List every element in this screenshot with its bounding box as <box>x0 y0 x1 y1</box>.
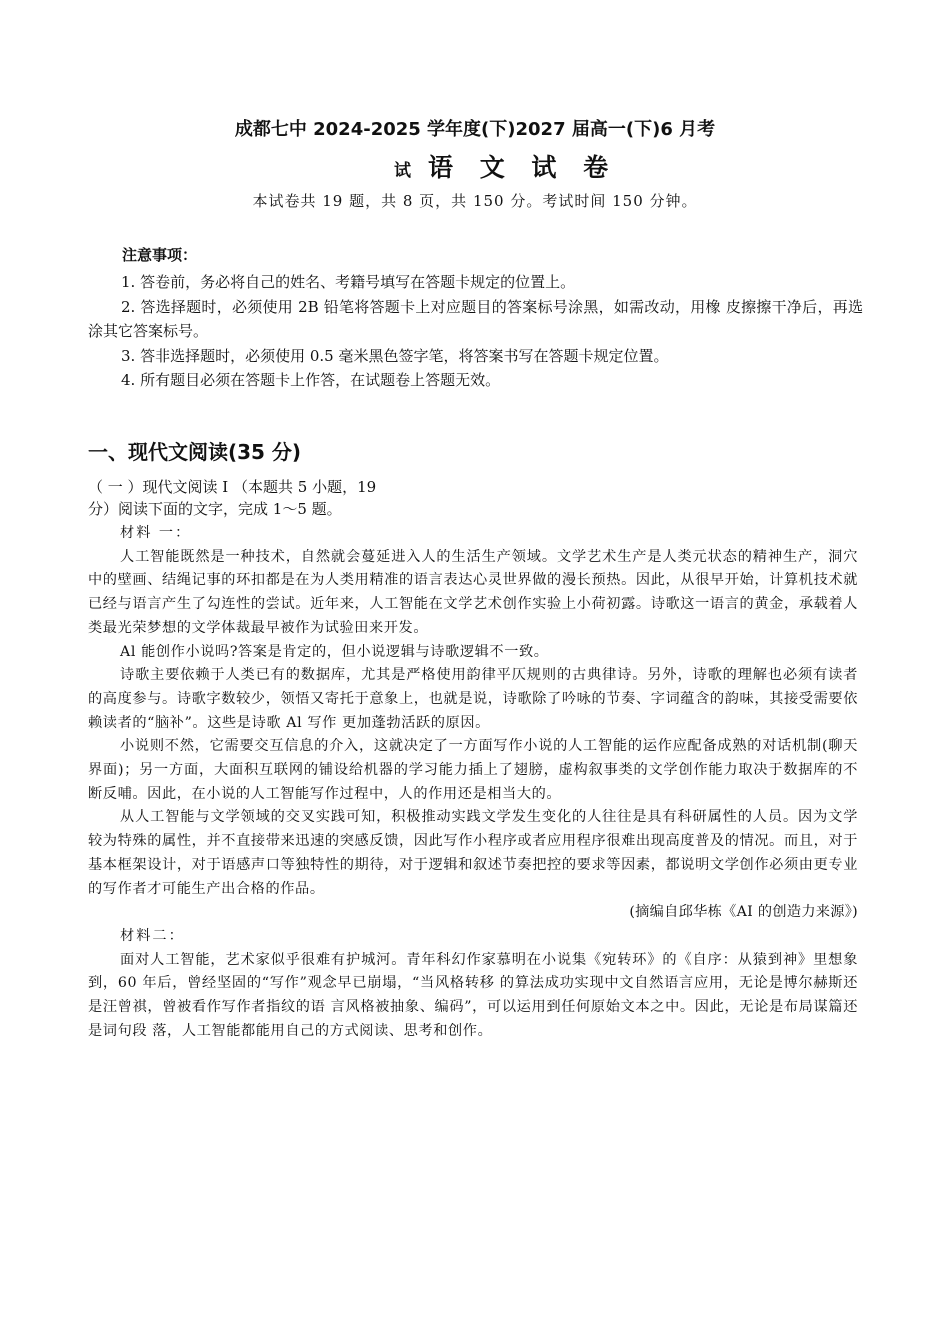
subsection-line: （ 一 ）现代文阅读 I （本题共 5 小题，19 <box>88 478 377 496</box>
passage-source: (摘编自邱华栋《AI 的创造力来源》) <box>629 904 858 921</box>
notice-item: 2. 答选择题时，必须使用 2B 铅笔将答题卡上对应题目的答案标号涂黑，如需改动，用橡 皮擦擦干净后，再选涂其它答案标号。 <box>88 297 863 340</box>
passage-paragraph: 小说则不然，它需要交互信息的介入，这就决定了一方面写作小说的人工智能的运作应配备成熟的对话机制(聊天界面)；另一方面，大面积互联网的铺设给机器的学习能力插上了翅膀，虚构叙事类的文学创作能力取决于数据库的不断反哺。因此，在小说的人工智能写作过程中，人的作用还是相当大的。 <box>88 738 858 802</box>
notice-item: 1. 答卷前，务必将自己的姓名、考籍号填写在答题卡规定的位置上。 <box>121 273 576 291</box>
section-title: 一、现代文阅读(35 分) <box>88 440 302 464</box>
notice-title: 注意事项： <box>122 246 198 264</box>
exam-subtitle <box>0 148 950 180</box>
notice-list <box>88 270 863 393</box>
subsection-heading <box>88 476 488 520</box>
subsection-line: 分）阅读下面的文字，完成 1～5 题。 <box>88 500 342 518</box>
passage-paragraph: 从人工智能与文学领域的交叉实践可知，积极推动实践文学发生变化的人往往是具有科研属性的人员。因为文学较为特殊的属性，并不直接带来迅速的突感反馈，因此写作小程序或者应用程序很难出现高度普及的情况。而且，对于基本框架设计，对于语感声口等独特性的期待，对于逻辑和叙述节奏把控的要求等因素，都说明文学创作必须由更专业的写作者才可能生产出合格的作品。 <box>88 809 858 897</box>
notice-item: 3. 答非选择题时，必须使用 0.5 毫米黑色签字笔，将答案书写在答题卡规定位置。 <box>121 346 669 365</box>
notice-item: 4. 所有题目必须在答题卡上作答，在试题卷上答题无效。 <box>121 371 501 389</box>
exam-title: 成都七中 2024-2025 学年度(下)2027 届高一(下)6 月考 <box>234 119 716 140</box>
passage-paragraph: 诗歌主要依赖于人类已有的数据库，尤其是严格使用韵律平仄规则的古典律诗。另外，诗歌的理解也必须有读者的高度参与。诗歌字数较少，领悟又寄托于意象上，也就是说，诗歌除了吟咏的节奏、字词蕴含的韵味，其接受需要依赖读者的“脑补”。这些是诗歌 Al 写作 更加蓬勃活跃的原因。 <box>88 667 858 731</box>
material-label: 材料 一： <box>120 525 192 541</box>
material-label: 材料二： <box>120 927 185 944</box>
passage-paragraph: 面对人工智能，艺术家似乎很难有护城河。青年科幻作家慕明在小说集《宛转环》的《自序：从猿到神》里想象到，60 年后，曾经坚固的“写作”观念早已崩塌，“当风格转移 的算法成功实现中文自然语言应用，无论是博尔赫斯还是汪曾祺，曾被看作写作者指纹的语 言风格被抽象、编码”，可以运用到任何原始文本之中。因此，无论是布局谋篇还是词句段 落，人工智能都能用自己的方式阅读、思考和创作。 <box>88 951 858 1039</box>
passage-paragraph: 人工智能既然是一种技术，自然就会蔓延进入人的生活生产领域。文学艺术生产是人类元状态的精神生产，洞穴中的壁画、结绳记事的环扣都是在为人类用精准的语言表达心灵世界做的漫长预热。因此，从很早开始，计算机技术就已经与语言产生了勾连性的尝试。近年来，人工智能在文学艺术创作实验上小荷初露。诗歌这一语言的黄金，承载着人类最光荣梦想的文学体裁最早被作为试验田来开发。 <box>88 548 858 636</box>
reading-passage <box>88 522 858 1043</box>
passage-paragraph: Al 能创作小说吗?答案是肯定的，但小说逻辑与诗歌逻辑不一致。 <box>120 643 549 660</box>
exam-info: 本试卷共 19 题，共 8 页，共 150 分。考试时间 150 分钟。 <box>252 192 698 210</box>
exam-subtitle-prefix: 试 <box>394 161 411 181</box>
exam-subject-title: 语 文 试 卷 <box>428 153 618 182</box>
